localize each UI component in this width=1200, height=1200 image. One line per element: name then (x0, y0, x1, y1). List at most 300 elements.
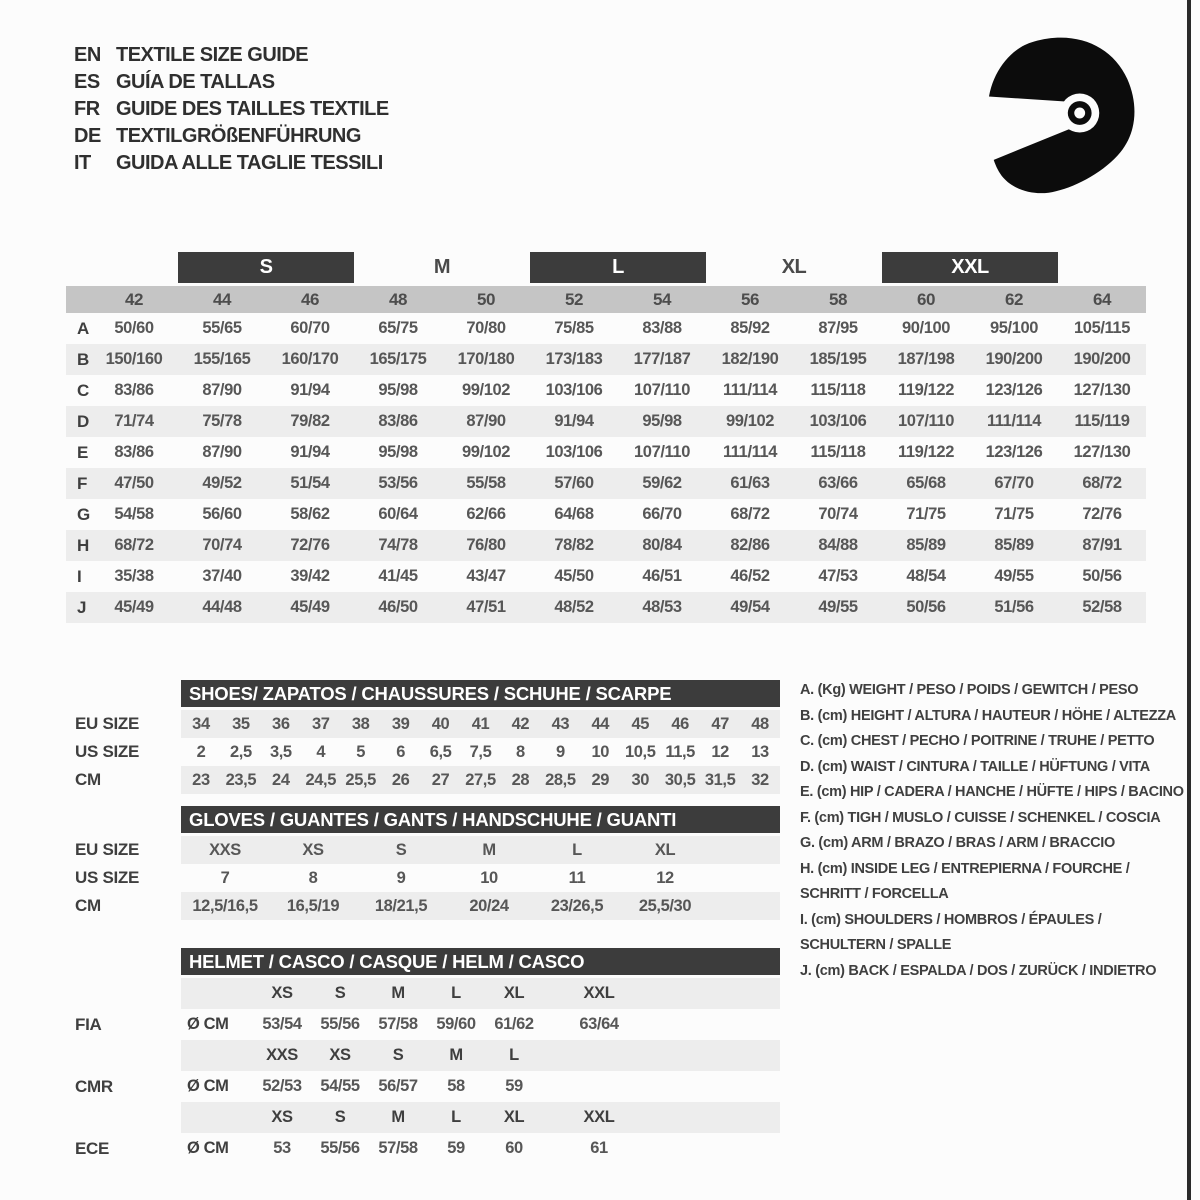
size-columns-row (66, 286, 1146, 313)
shoes-row (66, 738, 780, 766)
size-value: 85/89 (906, 536, 946, 554)
size-value: 119/122 (898, 443, 954, 461)
size-col-header: 42 (124, 289, 144, 309)
legend-item: B. (cm) HEIGHT / ALTURA / HAUTEUR / HÖHE / ALTEZZA (800, 707, 1176, 724)
size-value: 66/70 (642, 505, 682, 523)
row-values (181, 710, 780, 738)
size-value: 76/80 (466, 536, 506, 554)
row-values (181, 766, 780, 794)
size-value: 65/75 (378, 319, 418, 337)
value-cell: 35 (232, 714, 250, 733)
helmet-value: 59 (505, 1077, 523, 1095)
size-value: 48/52 (554, 598, 594, 616)
row-key: E (77, 442, 88, 462)
shoes-row (66, 710, 780, 738)
size-value: 87/90 (466, 412, 506, 430)
size-value: 187/198 (897, 350, 955, 368)
value-cell: 28,5 (545, 770, 576, 789)
size-value: 177/187 (633, 350, 691, 368)
size-value: 49/55 (818, 598, 858, 616)
value-cell: 4 (316, 742, 326, 761)
unit-spacer (181, 978, 253, 1009)
language-label: TEXTILE SIZE GUIDE (116, 44, 309, 66)
language-code: IT (74, 152, 91, 174)
value-cell: XS (302, 840, 324, 859)
helmet-size-label: XS (329, 1046, 351, 1064)
size-table-row (66, 592, 1146, 623)
size-value: 91/94 (290, 443, 330, 461)
value-cell: 40 (431, 714, 450, 733)
size-value: 190/200 (985, 350, 1043, 368)
value-cell: 6,5 (429, 742, 452, 761)
helmet-value: 59 (447, 1139, 465, 1157)
gloves-row (66, 864, 780, 892)
unit-spacer (181, 1102, 253, 1133)
size-value: 50/56 (906, 598, 946, 616)
size-value: 107/110 (634, 443, 690, 461)
language-row (74, 96, 389, 123)
size-value: 74/78 (378, 536, 418, 554)
size-value: 60/64 (378, 505, 418, 523)
size-table-row (66, 313, 1146, 344)
value-cell: 5 (356, 742, 366, 761)
size-table-row (66, 406, 1146, 437)
row-values (181, 1040, 780, 1071)
size-value: 51/54 (290, 474, 330, 492)
helmet-value: 57/58 (378, 1015, 418, 1033)
size-value: 51/56 (994, 598, 1034, 616)
size-value: 111/114 (722, 381, 778, 399)
row-values (181, 1133, 780, 1164)
size-rows (66, 313, 1146, 623)
legend-item: D. (cm) WAIST / CINTURA / TAILLE / HÜFTUNG / VITA (800, 758, 1150, 775)
size-value: 95/100 (989, 319, 1039, 337)
helmet-value: 55/56 (320, 1015, 360, 1033)
size-col-header: 60 (916, 289, 936, 309)
size-value: 99/102 (461, 381, 511, 399)
size-value: 70/80 (466, 319, 506, 337)
size-value: 190/200 (1073, 350, 1131, 368)
helmet-value: 57/58 (378, 1139, 418, 1157)
size-value: 84/88 (818, 536, 858, 554)
helmet-size-label (543, 1040, 655, 1071)
size-table-row (66, 375, 1146, 406)
size-value: 111/114 (722, 443, 778, 461)
size-value: 80/84 (642, 536, 682, 554)
size-value: 68/72 (114, 536, 154, 554)
size-value: 46/51 (642, 567, 682, 585)
value-cell: 11,5 (665, 742, 695, 761)
value-cell: 41 (471, 714, 490, 733)
size-table-row (66, 344, 1146, 375)
size-value: 105/115 (1074, 319, 1130, 337)
size-value: 49/55 (994, 567, 1034, 585)
legend-item: J. (cm) BACK / ESPALDA / DOS / ZURÜCK / INDIETRO (800, 962, 1157, 979)
helmet-size-label: XL (503, 984, 525, 1002)
size-value: 78/82 (554, 536, 594, 554)
size-value: 58/62 (290, 505, 330, 523)
row-values (181, 1071, 780, 1102)
size-value: 59/62 (642, 474, 682, 492)
row-values (181, 892, 780, 920)
helmet-size-row (66, 1102, 780, 1133)
helmet-value: 60 (505, 1139, 523, 1157)
size-value: 72/76 (1082, 505, 1122, 523)
helmet-value: 61/62 (494, 1015, 534, 1033)
size-value: 71/75 (906, 505, 946, 523)
size-value: 82/86 (730, 536, 770, 554)
size-table-row (66, 468, 1146, 499)
size-col-header: 54 (652, 289, 672, 309)
value-cell: 12 (711, 742, 729, 761)
size-value: 79/82 (290, 412, 330, 430)
size-value: 45/50 (554, 567, 594, 585)
value-cell: 8 (516, 742, 525, 761)
shoes-rows (66, 710, 780, 794)
size-value: 103/106 (809, 412, 867, 430)
value-cell: 27,5 (465, 770, 496, 789)
helmet-size-label: S (334, 1108, 346, 1126)
size-value: 95/98 (378, 443, 418, 461)
row-label: EU SIZE (75, 840, 140, 859)
gloves-row (66, 892, 780, 920)
row-key: G (77, 504, 90, 524)
value-cell: 29 (591, 770, 610, 789)
value-cell: 30 (631, 770, 649, 789)
value-cell: 9 (396, 868, 406, 887)
value-cell: 25,5 (345, 770, 376, 789)
value-cell: 45 (631, 714, 649, 733)
size-value: 53/56 (378, 474, 418, 492)
size-value: 64/68 (554, 505, 594, 523)
row-key: H (77, 535, 89, 555)
size-value: 47/53 (818, 567, 858, 585)
size-value: 67/70 (994, 474, 1034, 492)
helmet-size-label: L (509, 1046, 519, 1064)
size-value: 173/183 (545, 350, 603, 368)
size-value: 35/38 (114, 567, 154, 585)
gloves-header-bar: GLOVES / GUANTES / GANTS / HANDSCHUHE / GUANTI (181, 806, 780, 833)
row-key: C (77, 380, 89, 400)
size-value: 49/52 (202, 474, 242, 492)
helmet-value: 55/56 (320, 1139, 360, 1157)
helmet-size-label: L (451, 1108, 461, 1126)
value-cell: 47 (711, 714, 729, 733)
shoes-row (66, 766, 780, 794)
size-band-l: L (530, 252, 706, 283)
row-label: CM (75, 896, 101, 915)
helmet-value: 56/57 (378, 1077, 418, 1095)
value-cell: 12 (656, 868, 674, 887)
size-value: 70/74 (202, 536, 242, 554)
language-row (74, 150, 389, 177)
value-cell: XL (654, 840, 676, 859)
size-value: 185/195 (809, 350, 867, 368)
helmet-value: 53 (273, 1139, 291, 1157)
language-row (74, 42, 389, 69)
helmet-size-label: M (449, 1046, 463, 1064)
helmet-value: 63/64 (579, 1015, 619, 1033)
shoes-section (66, 680, 780, 794)
diameter-unit: Ø CM (187, 1015, 229, 1033)
size-col-header: 64 (1092, 289, 1112, 309)
standard-label: FIA (75, 1014, 102, 1034)
helmet-value: 59/60 (436, 1015, 476, 1033)
helmet-size-label: M (391, 1108, 405, 1126)
size-value: 47/51 (466, 598, 506, 616)
size-value: 87/90 (202, 443, 242, 461)
value-cell: 27 (431, 770, 450, 789)
value-cell: 10 (480, 868, 498, 887)
language-row (74, 69, 389, 96)
value-cell: 8 (308, 868, 318, 887)
size-value: 44/48 (202, 598, 242, 616)
size-value: 71/74 (114, 412, 154, 430)
value-cell: 2,5 (230, 742, 252, 761)
size-value: 160/170 (281, 350, 339, 368)
value-cell: 18/21,5 (374, 896, 428, 915)
value-cell: 7,5 (469, 742, 492, 761)
garment-size-table (66, 252, 1146, 623)
legend-item: C. (cm) CHEST / PECHO / POITRINE / TRUHE / PETTO (800, 733, 1155, 749)
value-cell: 20/24 (469, 896, 509, 915)
size-value: 119/122 (898, 381, 954, 399)
helmet-section (66, 948, 780, 1164)
helmet-size-label: XXL (583, 1108, 615, 1126)
size-value: 182/190 (721, 350, 779, 368)
size-value: 155/165 (193, 350, 251, 368)
size-value: 87/90 (202, 381, 242, 399)
size-value: 50/60 (114, 319, 154, 337)
size-value: 55/58 (466, 474, 506, 492)
size-value: 48/54 (906, 567, 946, 585)
gloves-section (66, 806, 780, 920)
size-value: 90/100 (901, 319, 951, 337)
size-value: 107/110 (634, 381, 690, 399)
size-band-xxl: XXL (882, 252, 1058, 283)
language-code: DE (74, 125, 101, 147)
value-cell: 26 (391, 770, 410, 789)
helmet-size-row (66, 978, 780, 1009)
size-value: 150/160 (105, 350, 163, 368)
row-key: D (77, 411, 89, 431)
helmet-size-label: S (392, 1046, 404, 1064)
size-col-header: 44 (212, 289, 232, 309)
row-values (181, 1102, 780, 1133)
value-cell: 2 (196, 742, 206, 761)
value-cell: 10 (591, 742, 610, 761)
size-value: 83/88 (642, 319, 682, 337)
value-cell: S (395, 840, 407, 859)
standard-label: ECE (75, 1138, 110, 1158)
row-values (181, 864, 780, 892)
helmet-value: 54/55 (320, 1077, 360, 1095)
row-values (181, 836, 780, 864)
helmet-size-label: S (334, 984, 346, 1002)
value-cell: 31,5 (704, 770, 736, 789)
size-value: 65/68 (906, 474, 946, 492)
helmet-size-label: XS (271, 1108, 293, 1126)
value-cell: 32 (751, 770, 769, 789)
value-cell: 7 (220, 868, 230, 887)
size-value: 87/91 (1082, 536, 1122, 554)
size-value: 55/65 (202, 319, 242, 337)
size-value: 43/47 (466, 567, 506, 585)
value-cell: 48 (751, 714, 769, 733)
size-value: 83/86 (114, 443, 154, 461)
row-label: US SIZE (75, 868, 140, 887)
size-value: 85/92 (730, 319, 770, 337)
row-label: EU SIZE (75, 714, 140, 733)
size-value: 50/56 (1082, 567, 1122, 585)
value-cell: 38 (351, 714, 370, 733)
size-value: 70/74 (818, 505, 858, 523)
size-col-header: 50 (476, 289, 496, 309)
size-value: 45/49 (114, 598, 154, 616)
size-value: 61/63 (730, 474, 770, 492)
size-value: 54/58 (114, 505, 154, 523)
size-value: 68/72 (1082, 474, 1122, 492)
row-key: A (77, 318, 89, 338)
value-cell: 11 (568, 868, 586, 887)
legend-item: I. (cm) SHOULDERS / HOMBROS / ÉPAULES / SCHULTERN / SPALLE (800, 911, 1102, 953)
size-value: 99/102 (725, 412, 775, 430)
size-value: 62/66 (466, 505, 506, 523)
size-value: 63/66 (818, 474, 858, 492)
value-cell: 23/26,5 (550, 896, 604, 915)
size-col-header: 46 (300, 289, 320, 309)
standard-label: CMR (75, 1076, 113, 1096)
size-value: 83/86 (378, 412, 418, 430)
size-table-row (66, 437, 1146, 468)
size-value: 68/72 (730, 505, 770, 523)
value-cell: 9 (555, 742, 565, 761)
value-cell: 37 (311, 714, 330, 733)
value-cell: 24,5 (305, 770, 337, 789)
helmet-size-label: L (451, 984, 461, 1002)
size-value: 75/85 (554, 319, 594, 337)
size-value: 103/106 (545, 381, 603, 399)
helmet-size-row (66, 1040, 780, 1071)
diameter-unit: Ø CM (187, 1139, 229, 1157)
row-values (181, 1009, 780, 1040)
legend-item: A. (Kg) WEIGHT / PESO / POIDS / GEWITCH / PESO (800, 682, 1139, 698)
size-value: 60/70 (290, 319, 330, 337)
size-value: 127/130 (1073, 443, 1131, 461)
size-col-header: 62 (1004, 289, 1024, 309)
language-code: FR (74, 98, 100, 120)
row-key: F (77, 473, 87, 493)
size-band-s: S (178, 252, 354, 283)
helmet-icon (976, 28, 1146, 198)
size-value: 95/98 (378, 381, 418, 399)
legend-item: G. (cm) ARM / BRAZO / BRAS / ARM / BRACCIO (800, 835, 1115, 851)
helmet-value (543, 1071, 655, 1102)
row-values (181, 978, 780, 1009)
size-value: 47/50 (114, 474, 154, 492)
value-cell: 36 (272, 714, 290, 733)
legend-item: E. (cm) HIP / CADERA / HANCHE / HÜFTE / HIPS / BACINO (800, 784, 1184, 800)
size-value: 71/75 (994, 505, 1034, 523)
row-values (181, 738, 780, 766)
helmet-value: 58 (447, 1077, 465, 1095)
size-band-xl: XL (781, 256, 807, 278)
size-value: 46/50 (378, 598, 418, 616)
page-right-border (1187, 0, 1191, 1200)
size-value: 170/180 (457, 350, 515, 368)
size-value: 107/110 (898, 412, 954, 430)
value-cell: XXS (209, 840, 241, 859)
size-col-header: 58 (828, 289, 848, 309)
value-cell: 23,5 (225, 770, 257, 789)
size-col-spacer (66, 286, 90, 313)
size-value: 75/78 (202, 412, 242, 430)
size-table-row (66, 499, 1146, 530)
size-value: 49/54 (730, 598, 770, 616)
helmet-size-label: XS (271, 984, 293, 1002)
size-value: 115/118 (810, 443, 866, 461)
value-cell: 13 (751, 742, 769, 761)
helmet-header-bar: HELMET / CASCO / CASQUE / HELM / CASCO (181, 948, 780, 975)
size-col-header: 56 (740, 289, 760, 309)
size-value: 72/76 (290, 536, 330, 554)
size-value: 37/40 (202, 567, 242, 585)
gloves-rows (66, 836, 780, 920)
value-cell: 10,5 (624, 742, 656, 761)
size-table-row (66, 530, 1146, 561)
size-value: 91/94 (290, 381, 330, 399)
language-code: ES (74, 71, 100, 93)
size-value: 39/42 (290, 567, 330, 585)
value-cell: 16,5/19 (286, 896, 340, 915)
size-value: 99/102 (461, 443, 511, 461)
row-key: J (77, 597, 87, 617)
size-col-header: 48 (388, 289, 408, 309)
value-cell: 34 (192, 714, 210, 733)
size-value: 123/126 (985, 381, 1043, 399)
size-value: 85/89 (994, 536, 1034, 554)
size-value: 56/60 (202, 505, 242, 523)
language-row (74, 123, 389, 150)
helmet-value: 52/53 (262, 1077, 302, 1095)
helmet-value-row (66, 1071, 780, 1102)
value-cell: 30,5 (664, 770, 696, 789)
helmet-size-label: XL (503, 1108, 525, 1126)
helmet-value: 61 (590, 1139, 608, 1157)
value-cell: 28 (511, 770, 530, 789)
size-value: 127/130 (1073, 381, 1131, 399)
language-label: GUIDA ALLE TAGLIE TESSILI (116, 152, 383, 174)
language-label: TEXTILGRÖßENFÜHRUNG (116, 125, 361, 147)
size-value: 52/58 (1082, 598, 1122, 616)
size-value: 165/175 (369, 350, 427, 368)
helmet-value: 53/54 (262, 1015, 302, 1033)
size-value: 95/98 (642, 412, 682, 430)
legend-item: H. (cm) INSIDE LEG / ENTREPIERNA / FOURCHE / SCHRITT / FORCELLA (800, 860, 1130, 902)
unit-spacer (181, 1040, 253, 1071)
row-label: US SIZE (75, 742, 140, 761)
legend-list (800, 678, 1186, 984)
language-label: GUIDE DES TAILLES TEXTILE (116, 98, 389, 120)
row-label: CM (75, 770, 101, 789)
size-value: 41/45 (378, 567, 418, 585)
value-cell: 39 (391, 714, 410, 733)
language-list (74, 42, 389, 177)
language-label: GUÍA DE TALLAS (116, 71, 275, 93)
value-cell: 3,5 (269, 742, 292, 761)
size-value: 115/119 (1074, 412, 1130, 430)
language-code: EN (74, 44, 101, 66)
